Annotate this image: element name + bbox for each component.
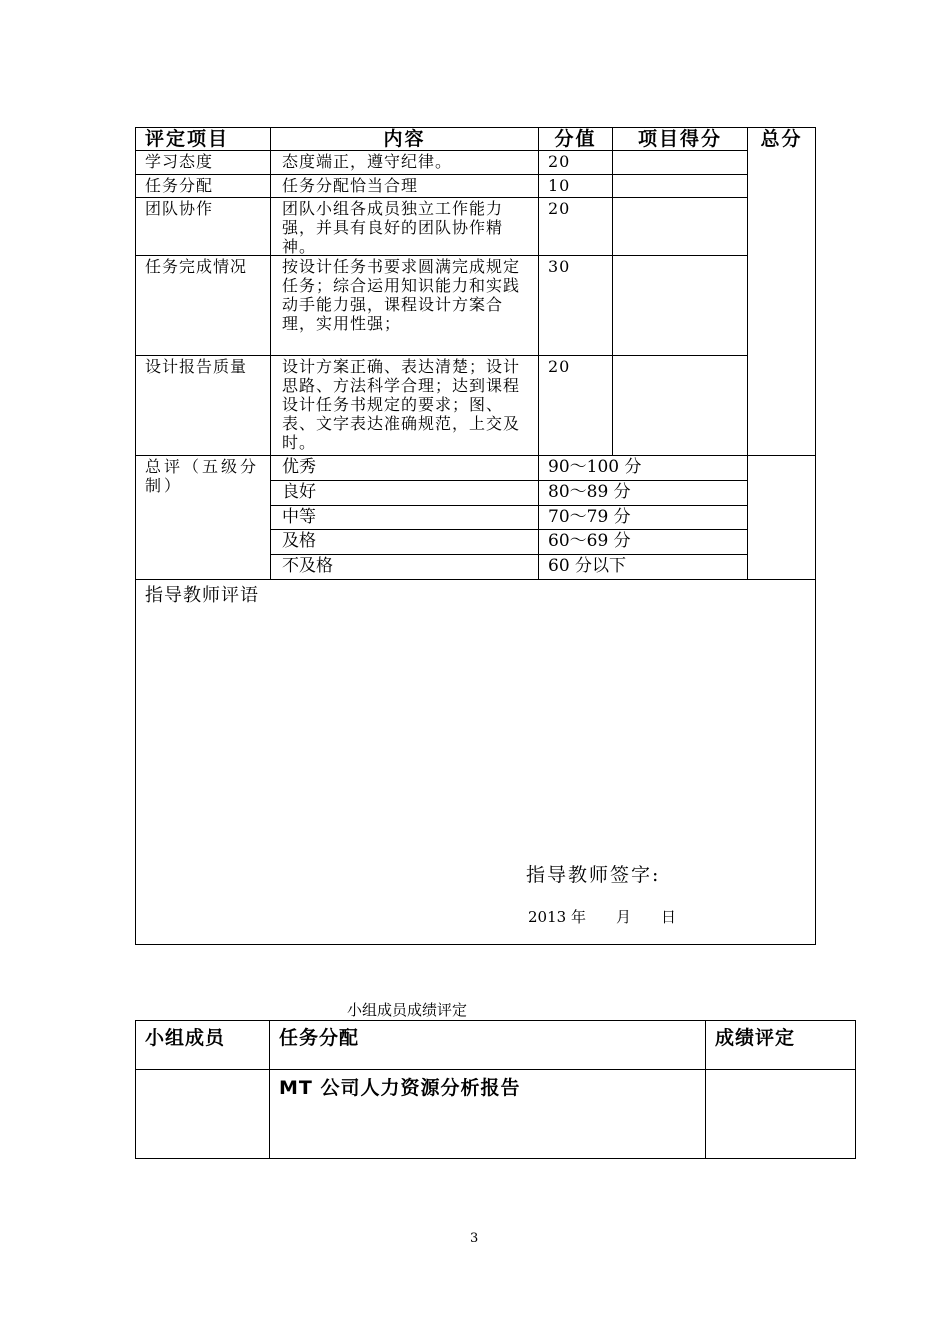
- header-content: 内容: [383, 128, 426, 150]
- row-item: 学习态度: [145, 152, 214, 171]
- grade-range: 60～69 分: [548, 531, 631, 551]
- header-grade: 成绩评定: [715, 1027, 796, 1049]
- header-item-score: 项目得分: [637, 128, 722, 150]
- grade-range: 70～79 分: [548, 507, 631, 527]
- header-task: 任务分配: [279, 1027, 360, 1049]
- grade-range: 90～100 分: [548, 457, 642, 477]
- header-points: 分值: [554, 128, 597, 150]
- signature-date: 2013 年 月 日: [528, 908, 676, 926]
- row-points: 30: [548, 257, 571, 276]
- grade-name: 良好: [282, 482, 316, 502]
- row-points: 10: [548, 176, 571, 195]
- header-total: 总分: [760, 128, 803, 150]
- grade-name: 优秀: [282, 457, 316, 477]
- header-item: 评定项目: [145, 128, 230, 150]
- grade-name: 不及格: [282, 556, 333, 576]
- row-content: 团队小组各成员独立工作能力强，并具有良好的团队协作精神。: [282, 199, 504, 256]
- group-task-cell: MT 公司人力资源分析报告: [279, 1077, 521, 1099]
- comments-label: 指导教师评语: [145, 585, 259, 606]
- row-content: 按设计任务书要求圆满完成规定任务；综合运用知识能力和实践动手能力强，课程设计方案合理，实用性强；: [282, 257, 521, 333]
- row-item: 任务分配: [145, 176, 214, 195]
- page-number: 3: [470, 1231, 479, 1246]
- signature-label: 指导教师签字:: [526, 864, 661, 886]
- overall-label: 总评（五级分制）: [145, 457, 260, 495]
- row-content: 设计方案正确、表达清楚；设计思路、方法科学合理；达到课程设计任务书规定的要求；图、表、文字表达准确规范，上交及时。: [282, 357, 521, 452]
- row-item: 设计报告质量: [145, 357, 248, 376]
- grade-name: 及格: [282, 531, 316, 551]
- header-member: 小组成员: [145, 1027, 226, 1049]
- row-item: 任务完成情况: [145, 257, 248, 276]
- row-item: 团队协作: [145, 199, 214, 218]
- row-points: 20: [548, 152, 571, 171]
- row-points: 20: [548, 357, 571, 376]
- group-table-caption: 小组成员成绩评定: [347, 1001, 468, 1019]
- grade-range: 60 分以下: [548, 556, 627, 576]
- grade-name: 中等: [282, 507, 316, 527]
- row-points: 20: [548, 199, 571, 218]
- grade-range: 80～89 分: [548, 482, 631, 502]
- row-content: 态度端正，遵守纪律。: [282, 152, 453, 171]
- row-content: 任务分配恰当合理: [282, 176, 419, 195]
